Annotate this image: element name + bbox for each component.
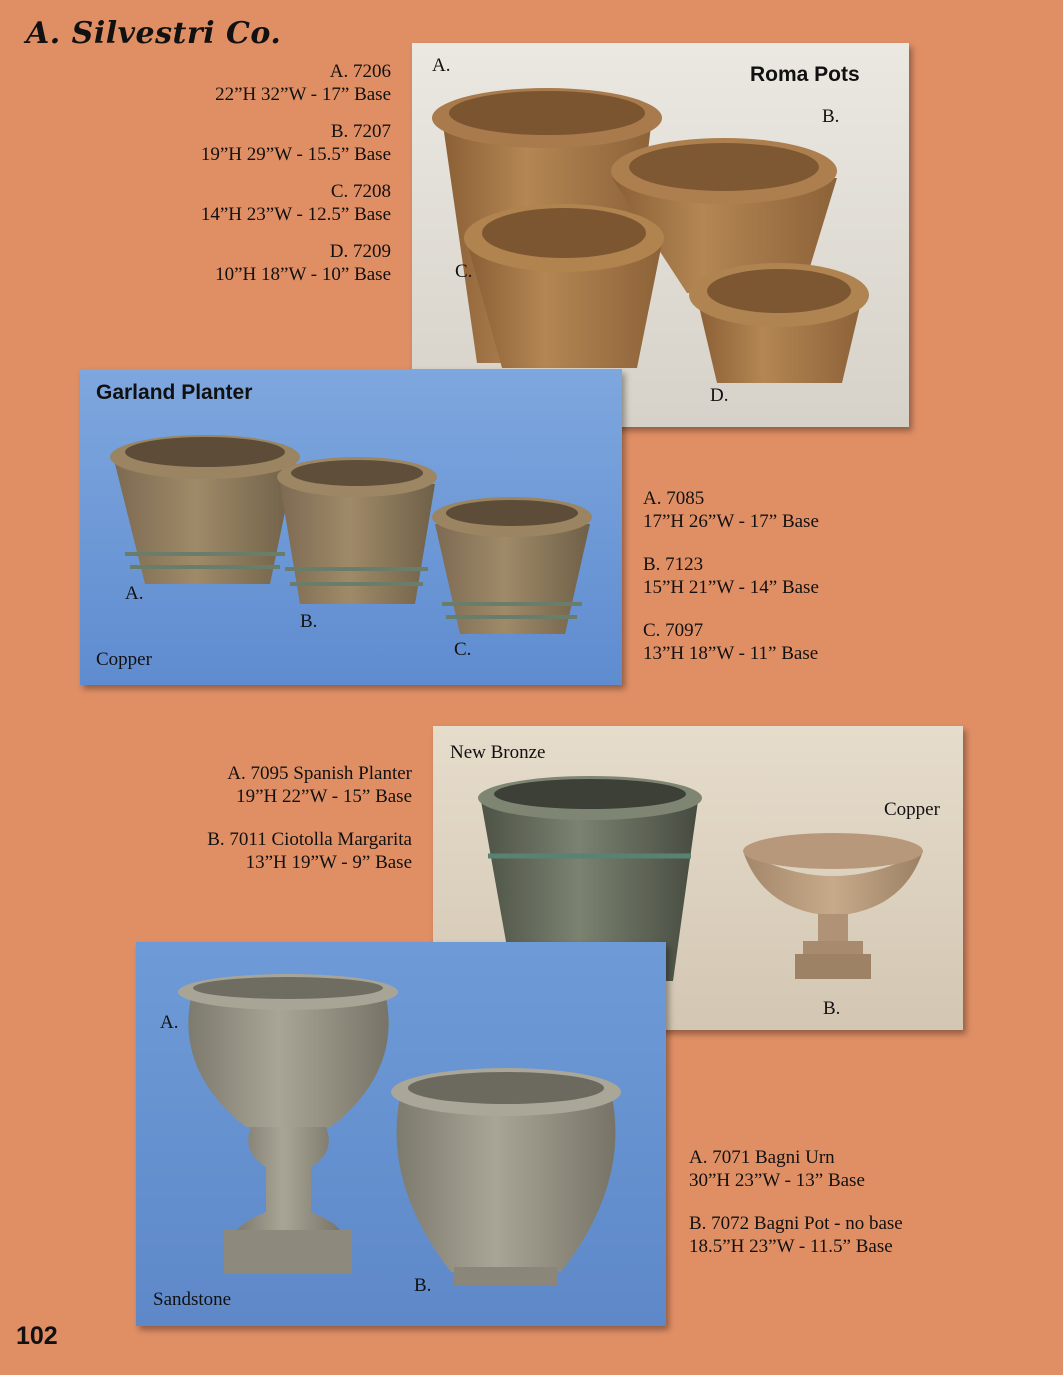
- planter-label-c: C.: [454, 639, 472, 660]
- spec-code: B. 7072 Bagni Pot - no base: [689, 1213, 903, 1234]
- spec-item: [689, 1212, 903, 1258]
- spec-code: A. 7085: [643, 488, 705, 509]
- spec-item: [201, 120, 391, 166]
- garland-specs: [643, 487, 819, 665]
- spec-code: D. 7209: [329, 241, 391, 262]
- spec-dims: 15”H 21”W - 14” Base: [643, 577, 819, 598]
- spec-item: [643, 553, 819, 599]
- pot-label-a: A.: [432, 55, 451, 76]
- spec-item: [201, 180, 391, 226]
- bowl-label-b: B.: [823, 998, 841, 1019]
- finish-label-b: Copper: [884, 799, 940, 820]
- spec-code: B. 7123: [643, 554, 704, 575]
- pot-label-b: B.: [822, 106, 840, 127]
- finish-label: Copper: [96, 649, 152, 670]
- roma-specs: [201, 60, 391, 286]
- spec-item: [207, 762, 412, 808]
- spanish-specs: [207, 762, 412, 874]
- spec-code: C. 7097: [643, 620, 704, 641]
- bagni-urn-photo: [136, 942, 666, 1326]
- pot-label-b: B.: [414, 1275, 432, 1296]
- spec-dims: 10”H 18”W - 10” Base: [215, 264, 391, 285]
- spec-dims: 19”H 29”W - 15.5” Base: [200, 144, 391, 165]
- spec-code: A. 7071 Bagni Urn: [689, 1147, 835, 1168]
- garland-planter-photo: [80, 369, 622, 685]
- spec-code: B. 7011 Ciotolla Margarita: [207, 829, 412, 850]
- spec-dims: 30”H 23”W - 13” Base: [689, 1170, 865, 1191]
- spec-dims: 22”H 32”W - 17” Base: [215, 84, 391, 105]
- spec-dims: 17”H 26”W - 17” Base: [643, 511, 819, 532]
- brand-logo: A. Silvestri Co.: [26, 16, 282, 51]
- spec-dims: 14”H 23”W - 12.5” Base: [200, 204, 391, 225]
- spec-code: B. 7207: [330, 121, 391, 142]
- roma-title: Roma Pots: [750, 63, 860, 86]
- spec-dims: 13”H 18”W - 11” Base: [643, 643, 819, 664]
- finish-label: Sandstone: [153, 1289, 232, 1310]
- planter-label-b: B.: [300, 611, 318, 632]
- garland-title: Garland Planter: [96, 381, 253, 404]
- urn-label-a: A.: [160, 1012, 179, 1033]
- spec-item: [643, 619, 819, 665]
- spec-item: [643, 487, 819, 533]
- spec-item: [689, 1146, 903, 1192]
- spec-dims: 13”H 19”W - 9” Base: [245, 852, 412, 873]
- spec-item: [201, 60, 391, 106]
- pot-label-c: C.: [455, 261, 473, 282]
- page-number: 102: [16, 1322, 58, 1350]
- spec-item: [207, 828, 412, 874]
- finish-label-a: New Bronze: [450, 742, 546, 763]
- spec-dims: 19”H 22”W - 15” Base: [236, 786, 412, 807]
- pot-label-d: D.: [710, 385, 729, 406]
- planter-label-a: A.: [125, 583, 144, 604]
- spec-dims: 18.5”H 23”W - 11.5” Base: [689, 1236, 893, 1257]
- spec-code: C. 7208: [330, 181, 391, 202]
- bagni-specs: [689, 1146, 903, 1258]
- spec-code: A. 7095 Spanish Planter: [227, 763, 412, 784]
- spec-item: [201, 240, 391, 286]
- spec-code: A. 7206: [329, 61, 391, 82]
